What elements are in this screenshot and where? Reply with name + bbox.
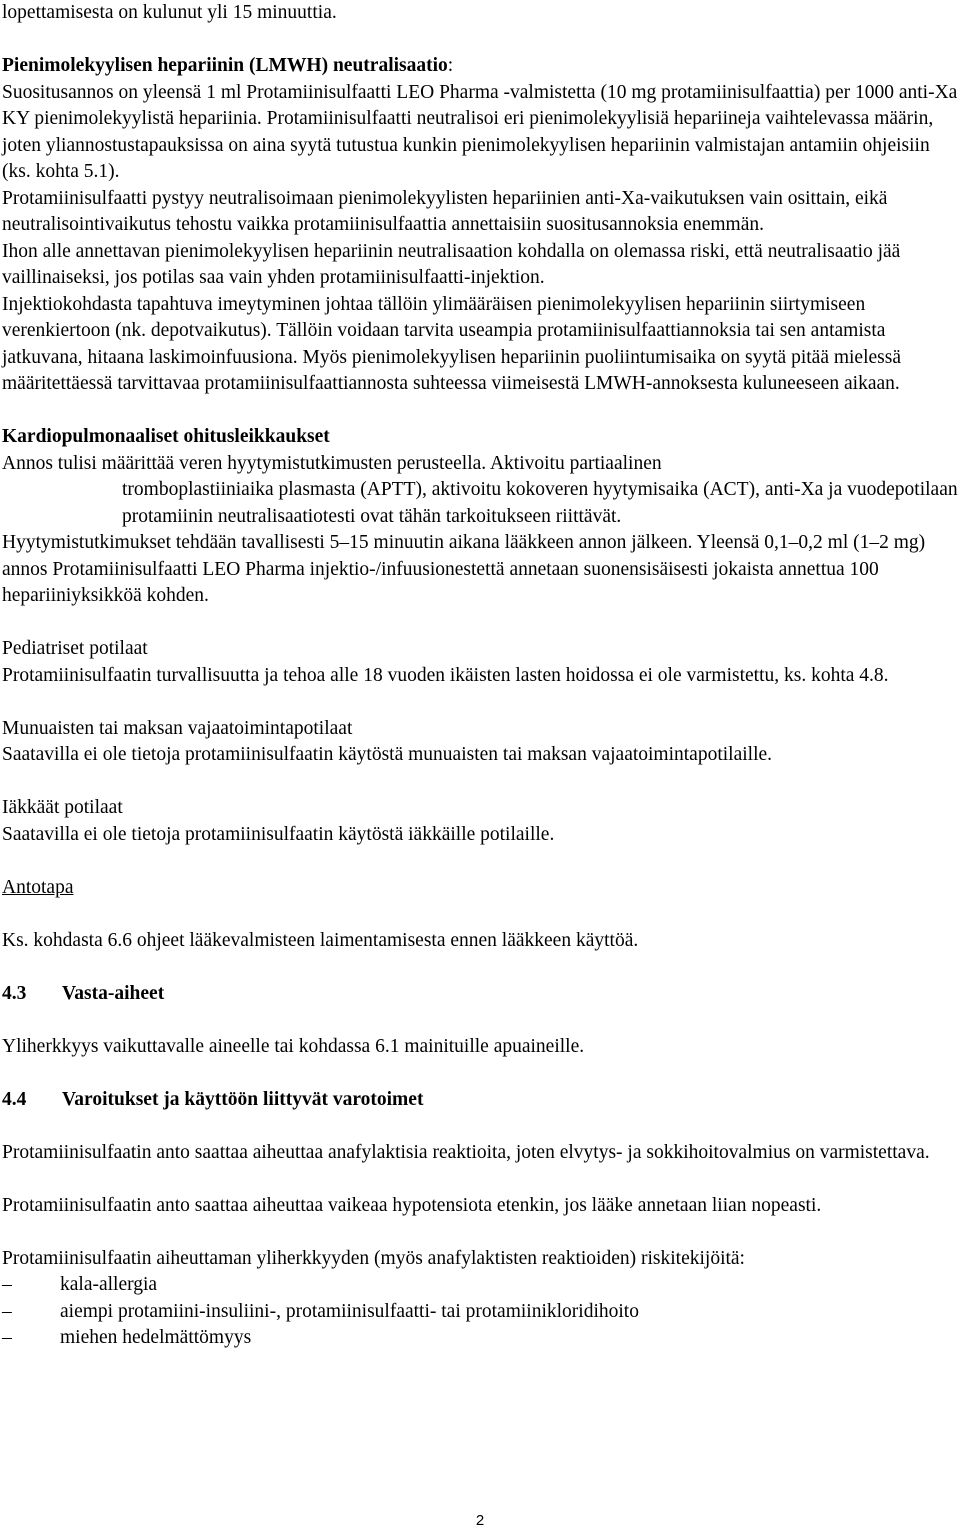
lmwh-paragraph-4: Injektiokohdasta tapahtuva imeytyminen johtaa tällöin ylimääräisen pienimolekyylisen hepariinin siirtymiseen verenkiertoon (nk. depotvaikutus). Tällöin voidaan tarvita useampia protamiinisulfaattiannoksia tai sen antamista jatkuvana, hitaana laskimoinfuusiona. Myös pienimolekyylisen hepariinin puoliintumisaika on syytä pitää mielessä määritettäessä tarvittavaa protamiinisulfaattiannosta suhteessa viimeisestä LMWH-annoksesta kuluneeseen aikaan.: [2, 293, 901, 394]
administration-text: Ks. kohdasta 6.6 ohjeet lääkevalmisteen laimentamisesta ennen lääkkeen käyttöä.: [2, 929, 639, 951]
intro-line: lopettamisesta on kulunut yli 15 minuuttia.: [2, 2, 337, 23]
section-4-3-title: Vasta-aiheet: [62, 982, 165, 1004]
lmwh-paragraph-1: Suositusannos on yleensä 1 ml Protamiinisulfaatti LEO Pharma -valmistetta (10 mg protamiinisulfaattia) per 1000 anti-Xa KY pienimolekyylistä hepariinia. Protamiinisulfaatti neutralisoi eri pienimolekyylisiä hepariineja vaihtelevassa määrin, joten yliannostustapauksissa on aina syytä tutustua kunkin pienimolekyylisen hepariinin valmistajan antamiin ohjeisiin (ks. kohta 5.1).: [2, 81, 958, 182]
lmwh-paragraph-3: Ihon alle annettavan pienimolekyylisen hepariinin neutralisaation kohdalla on olemassa riski, että neutralisaatio jää vaillinaiseksi, jos potilas saa vain yhden protamiinisulfaatti-injektion.: [2, 240, 901, 288]
pediatric-text: Protamiinisulfaatin turvallisuutta ja tehoa alle 18 vuoden ikäisten lasten hoidossa ei ole varmistettu, ks. kohta 4.8.: [2, 664, 889, 686]
section-4-4-paragraph-1: Protamiinisulfaatin anto saattaa aiheuttaa anafylaktisia reaktioita, joten elvytys- ja sokkihoitovalmius on varmistettava.: [2, 1141, 930, 1163]
section-4-4-number: 4.4: [2, 1088, 27, 1110]
section-4-4-heading: [2, 1087, 958, 1114]
section-4-3-heading: [2, 981, 958, 1008]
cardio-heading: Kardiopulmonaaliset ohitusleikkaukset: [2, 426, 330, 447]
lmwh-paragraph-2: Protamiinisulfaatti pystyy neutralisoimaan pienimolekyylisten hepariinien anti-Xa-vaikutuksen vain osittain, eikä neutralisointivaikutus tehostu vaikka protamiinisulfaattia annettaisiin suositusannoksia enemmän.: [2, 187, 888, 235]
list-item: [2, 1325, 958, 1352]
list-item-text: kala-allergia: [60, 1274, 158, 1295]
administration-heading: Antotapa: [2, 876, 74, 898]
risk-factor-list: [2, 1272, 958, 1352]
list-item-text: miehen hedelmättömyys: [60, 1327, 252, 1348]
section-4-4-paragraph-2: Protamiinisulfaatin anto saattaa aiheuttaa vaikeaa hypotensiota etenkin, jos lääke annetaan liian nopeasti.: [2, 1194, 822, 1216]
list-item-text: aiempi protamiini-insuliini-, protamiinisulfaatti- tai protamiinikloridihoito: [60, 1300, 639, 1322]
renal-heading: Munuaisten tai maksan vajaatoimintapotilaat: [2, 717, 353, 739]
list-dash: –: [2, 1327, 12, 1348]
section-4-3-text: Yliherkkyys vaikuttavalle aineelle tai kohdassa 6.1 mainituille apuaineille.: [2, 1035, 585, 1057]
list-item: [2, 1299, 958, 1326]
elderly-text: Saatavilla ei ole tietoja protamiinisulfaatin käytöstä iäkkäille potilaille.: [2, 823, 555, 845]
list-dash: –: [2, 1274, 12, 1295]
renal-text: Saatavilla ei ole tietoja protamiinisulfaatin käytöstä munuaisten tai maksan vajaatoimintapotilaille.: [2, 744, 773, 765]
list-dash: –: [2, 1300, 12, 1322]
pediatric-heading: Pediatriset potilaat: [2, 638, 148, 659]
section-4-4-paragraph-3: Protamiinisulfaatin aiheuttaman yliherkkyyden (myös anafylaktisten reaktioiden) riskitekijöitä:: [2, 1247, 745, 1269]
list-item: [2, 1272, 958, 1299]
cardio-indented-text: tromboplastiiniaika plasmasta (APTT), aktivoitu kokoveren hyytymisaika (ACT), anti-Xa ja vuodepotilaan protamiinin neutralisaatiotesti ovat tähän tarkoitukseen riittävät.: [122, 479, 958, 527]
cardio-paragraph-2: Hyytymistutkimukset tehdään tavallisesti 5–15 minuutin aikana lääkkeen annon jälkeen. Yleensä 0,1–0,2 ml (1–2 mg) annos Protamiinisulfaatti LEO Pharma injektio-/infuusionestettä annetaan suonensisäisesti jokaista annettua 100 hepariiniyksikköä kohden.: [2, 532, 926, 606]
section-4-4-title: Varoitukset ja käyttöön liittyvät varotoimet: [62, 1088, 424, 1110]
page-number: 2: [475, 1512, 485, 1529]
elderly-heading: Iäkkäät potilaat: [2, 797, 123, 818]
lmwh-heading: [2, 53, 958, 80]
section-4-3-number: 4.3: [2, 982, 27, 1004]
lmwh-heading-suffix: :: [447, 55, 454, 76]
lmwh-heading-text: Pienimolekyylisen hepariinin (LMWH) neutralisaatio: [2, 55, 448, 76]
cardio-line-1: Annos tulisi määrittää veren hyytymistutkimusten perusteella. Aktivoitu partiaalinen: [2, 452, 662, 474]
